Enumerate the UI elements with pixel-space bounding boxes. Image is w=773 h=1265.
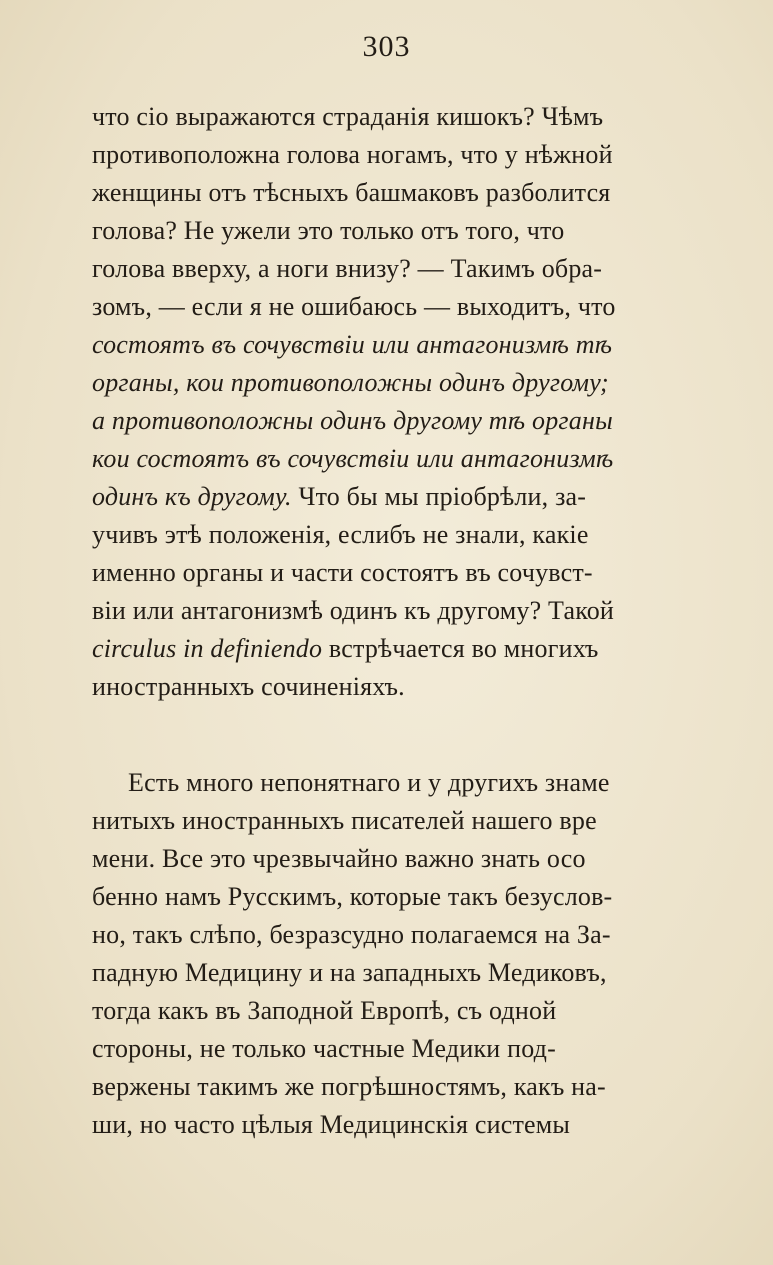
text-line: нитыхъ иностранныхъ писателей нашего вре (92, 806, 597, 835)
text-line-italic: а противоположны одинъ другому тѣ органы (92, 406, 613, 435)
text-line: бенно намъ Русскимъ, которые такъ безуслов- (92, 882, 613, 911)
text-line: голова вверху, а ноги внизу? — Такимъ обра- (92, 254, 603, 283)
text-line: віи или антагонизмѣ одинъ къ другому? Такой (92, 596, 615, 625)
text-line-mixed (92, 630, 742, 668)
text-line: стороны, не только частные Медики под- (92, 1034, 556, 1063)
paragraph-2 (92, 764, 742, 1144)
paragraph-1 (92, 98, 742, 706)
page-text (92, 98, 742, 1144)
text-line-italic: кои состоятъ въ сочувствіи или антагонизмѣ (92, 444, 614, 473)
page-number: 303 (362, 30, 411, 63)
text-line: что сіо выражаются страданія кишокъ? Чѣмъ (92, 102, 604, 131)
text-line: мени. Все это чрезвычайно важно знать осо (92, 844, 586, 873)
text-line: именно органы и части состоятъ въ сочувст- (92, 558, 593, 587)
text-line-italic: состоятъ въ сочувствіи или антагонизмѣ тѣ (92, 330, 613, 359)
text-line: учивъ этѣ положенія, еслибъ не знали, какіе (92, 520, 589, 549)
text-line: зомъ, — если я не ошибаюсь — выходитъ, что (92, 292, 616, 321)
text-line: иностранныхъ сочиненіяхъ. (92, 672, 405, 701)
text-line: женщины отъ тѣсныхъ башмаковъ разболится (92, 178, 611, 207)
text-run: Что бы мы пріобрѣли, за- (291, 482, 587, 511)
italic-phrase: одинъ къ другому. (92, 482, 292, 511)
paragraph-gap (92, 706, 742, 764)
text-line: вержены такимъ же погрѣшностямъ, какъ на- (92, 1072, 606, 1101)
text-line: Есть много непонятнаго и у другихъ знаме (128, 768, 610, 797)
text-line: противоположна голова ногамъ, что у нѣжной (92, 140, 613, 169)
text-line: но, такъ слѣпо, безразсудно полагаемся на За- (92, 920, 611, 949)
text-line: голова? Не ужели это только отъ того, что (92, 216, 565, 245)
text-run: встрѣчается во многихъ (322, 634, 599, 663)
text-line-mixed (92, 478, 742, 516)
text-line: падную Медицину и на западныхъ Медиковъ, (92, 958, 607, 987)
latin-phrase: circulus in definiendo (92, 634, 323, 663)
text-line: ши, но часто цѣлыя Медицинскія системы (92, 1110, 571, 1139)
text-line-italic: органы, кои противоположны одинъ другому; (92, 368, 609, 397)
text-line: тогда какъ въ Заподной Европѣ, съ одной (92, 996, 557, 1025)
